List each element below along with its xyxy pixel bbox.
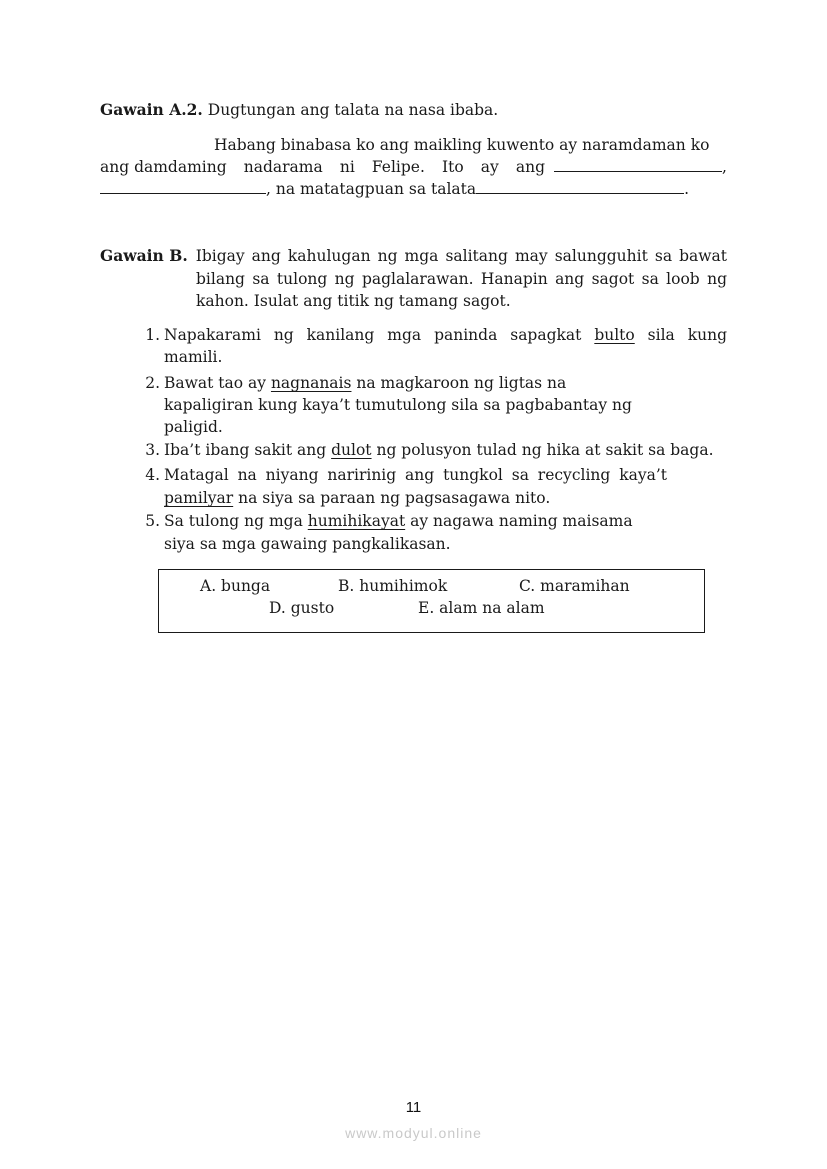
item-4-line-2 [164, 487, 550, 509]
item-word: kanilang [306, 326, 375, 344]
item-number: 4. [145, 466, 160, 484]
underlined-word: humihikayat [307, 512, 406, 530]
item-word: paninda [434, 326, 498, 344]
gawain-b-heading [100, 245, 727, 267]
item-text: Sa tulong ng mga [164, 512, 308, 530]
watermark: www.modyul.online [345, 1125, 482, 1141]
paragraph-word: Felipe. [371, 158, 425, 176]
item-text: ay nagawa naming maisama [405, 512, 633, 530]
comma: , [721, 158, 727, 176]
answer-blank-2[interactable] [100, 178, 266, 194]
item-text: na siya sa paraan ng pagsasagawa nito. [233, 489, 551, 507]
choice-d: D. gusto [269, 599, 335, 617]
item-word: niyang [265, 466, 319, 484]
item-1-line-2: mamili. [164, 348, 223, 366]
gawain-b-instruction-1: Ibigay ang kahulugan ng mga salitang may salungguhit sa bawat [195, 247, 727, 265]
item-word: ang [405, 466, 435, 484]
item-word: naririnig [327, 466, 397, 484]
period: . [684, 180, 690, 198]
answer-blank-3[interactable] [476, 178, 684, 194]
choice-a: A. bunga [200, 577, 271, 595]
item-text: ng polusyon tulad ng hika at sakit sa baga. [371, 441, 714, 459]
paragraph-word: ay [480, 158, 499, 176]
item-word: sapagkat [510, 326, 582, 344]
item-word: kung [687, 326, 727, 344]
answer-blank-1[interactable] [554, 156, 722, 172]
item-word: Napakarami [164, 326, 261, 344]
underlined-word: nagnanais [270, 374, 352, 392]
underlined-word: dulot [331, 441, 372, 459]
paragraph-line-3-text: , na matatagpuan sa talata [266, 180, 477, 198]
paragraph-word: ang [515, 158, 546, 176]
item-word: ng [273, 326, 294, 344]
item-text: Iba’t ibang sakit ang [164, 441, 332, 459]
item-word: sila [647, 326, 675, 344]
choices-box [158, 569, 705, 633]
item-number: 1. [145, 326, 160, 344]
gawain-b-instruction-3: kahon. Isulat ang titik ng tamang sagot. [196, 292, 511, 310]
item-word: sa [511, 466, 529, 484]
item-5-line-2: siya sa mga gawaing pangkalikasan. [164, 535, 451, 553]
item-text: na magkaroon ng ligtas na [351, 374, 567, 392]
gawain-a2-title: Gawain A.2. [100, 100, 203, 119]
underlined-word: bulto [594, 326, 635, 344]
choice-b: B. humihimok [338, 577, 448, 595]
gawain-b-title: Gawain B. [100, 246, 188, 265]
item-2-line-3: paligid. [164, 418, 223, 436]
paragraph-line-3 [100, 178, 727, 200]
choice-c: C. maramihan [519, 577, 630, 595]
item-5-line-1 [164, 510, 633, 532]
item-2-line-2: kapaligiran kung kaya’t tumutulong sila sa pagbabantay ng [164, 396, 632, 414]
item-1-line-1 [164, 324, 727, 346]
item-word: mga [387, 326, 422, 344]
item-3-line-1 [164, 439, 714, 461]
paragraph-word: nadarama [243, 158, 323, 176]
paragraph-word: ang damdaming [100, 158, 227, 176]
paragraph-word-with-blank [516, 156, 727, 178]
item-number: 2. [145, 374, 160, 392]
item-text: Bawat tao ay [164, 374, 271, 392]
gawain-a2-instruction: Dugtungan ang talata na nasa ibaba. [207, 101, 499, 119]
item-word: recycling [537, 466, 611, 484]
item-4-line-1 [164, 464, 667, 486]
choice-e: E. alam na alam [418, 599, 545, 617]
item-word: tungkol [443, 466, 503, 484]
paragraph-word: Ito [442, 158, 464, 176]
item-number: 5. [145, 512, 160, 530]
gawain-b-instruction-2: bilang sa tulong ng paglalarawan. Hanapin ang sagot sa loob ng [196, 270, 727, 288]
item-number: 3. [145, 441, 160, 459]
paragraph-line-2 [100, 156, 727, 178]
item-word: kaya’t [619, 466, 667, 484]
item-word: na [237, 466, 257, 484]
paragraph-word: ni [339, 158, 355, 176]
paragraph-line-1: Habang binabasa ko ang maikling kuwento ay naramdaman ko [214, 136, 710, 154]
item-word: Matagal [164, 466, 229, 484]
page-number: 11 [405, 1099, 422, 1116]
item-2-line-1 [164, 372, 566, 394]
gawain-a2-heading [100, 99, 727, 121]
underlined-word: pamilyar [164, 489, 234, 507]
